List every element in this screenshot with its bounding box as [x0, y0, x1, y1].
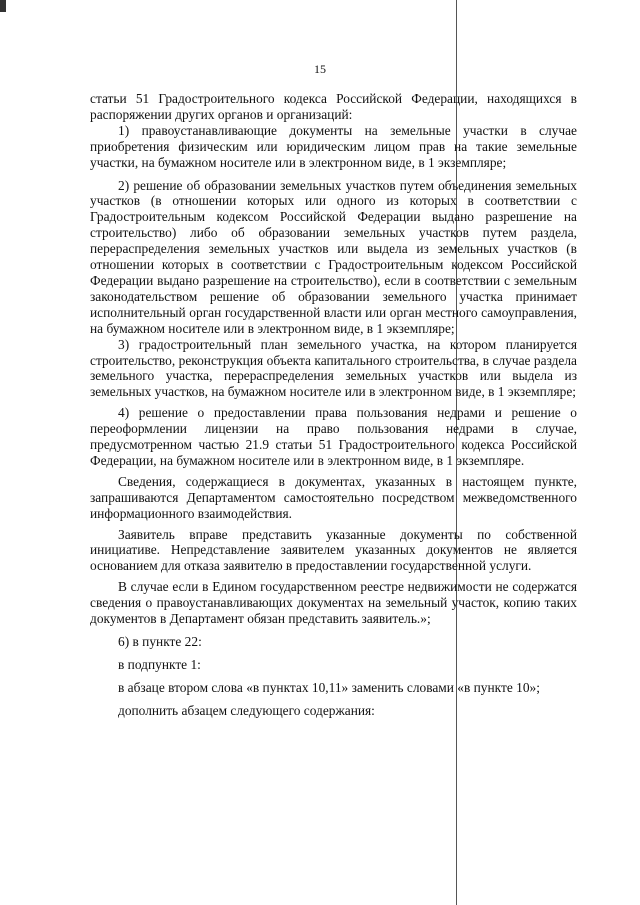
paragraph-registry-case: В случае если в Едином государственном реестре недвижимости не содержатся сведения о правоустанавливающих документах на земельный участок, копию таких документов в Департамент обязан представить заявитель.»;	[90, 579, 577, 627]
paragraph-article-51: статьи 51 Градостроительного кодекса Российской Федерации, находящихся в распоряжении других органов и организаций:	[90, 91, 577, 122]
paragraph-information: Сведения, содержащиеся в документах, указанных в настоящем пункте, запрашиваются Департаментом самостоятельно посредством межведомственного информационного взаимодействия.	[90, 473, 577, 521]
paragraph-clause-22: 6) в пункте 22:	[118, 634, 202, 649]
paragraph-applicant-right: Заявитель вправе представить указанные документы по собственной инициативе. Непредставление заявителем указанных документов не является основанием для отказа заявителю в предоставлении государственной услуги.	[90, 526, 577, 574]
paragraph-item-1: 1) правоустанавливающие документы на земельные участки в случае приобретения физическим или юридическим лицом прав на такие земельные участки, на бумажном носителе или в электронном виде, в 1 экземпляре;	[90, 122, 577, 170]
paragraph-item-4: 4) решение о предоставлении права пользования недрами и решение о переоформлении лицензии на право пользования недрами в случае, предусмотренном частью 21.9 статьи 51 Градостроительного кодекса Российской Федерации, на бумажном носителе или в электронном виде, в 1 экземпляре.	[90, 405, 577, 468]
page-number: 15	[314, 62, 326, 76]
paragraph-item-3: 3) градостроительный план земельного участка, на котором планируется строительство, реконструкция объекта капитального строительства, в случае раздела земельного участка, перераспределения земельных участков или выдела из земельных участков, на бумажном носителе или в электронном виде, в 1 экземпляре;	[90, 336, 577, 400]
paragraph-item-2: 2) решение об образовании земельных участков путем объединения земельных участков (в отношении которых или одного из которых в соответствии с Градостроительным кодексом Российской Федерации выдано разрешение на строительство) либо об образовании земельных участков путем раздела, перераспределения земельных участков или выдела из земельных участков (в отношении которых в соответствии с Градостроительным кодексом Российской Федерации выдано разрешение на строительство), если в соответствии с земельным законодательством решение об образовании земельного участка принимает исполнительный орган государственной власти или орган местного самоуправления, на бумажном носителе или в электронном виде, в 1 экземпляре;	[90, 177, 577, 336]
document-body	[90, 91, 577, 719]
scan-corner-mark	[0, 0, 6, 12]
paragraph-replace-words: в абзаце втором слова «в пунктах 10,11» заменить словами «в пункте 10»;	[118, 679, 540, 695]
paragraph-subclause-1: в подпункте 1:	[118, 656, 201, 672]
paragraph-add-abzats: дополнить абзацем следующего содержания:	[118, 702, 375, 718]
